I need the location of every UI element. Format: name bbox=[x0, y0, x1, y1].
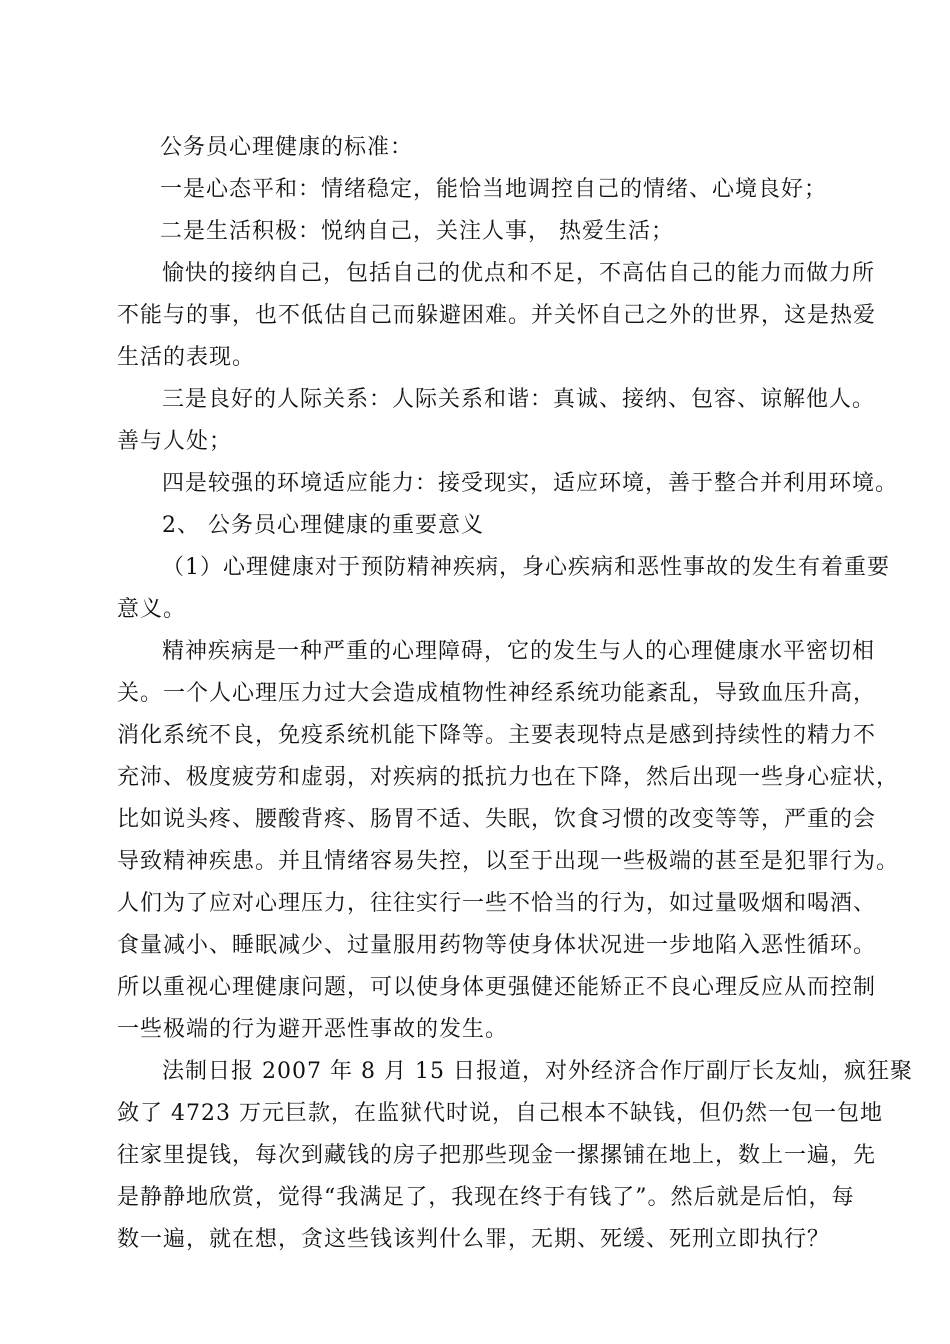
paragraph-line: 所以重视心理健康问题，可以使身体更强健还能矫正不良心理反应从而控制 bbox=[117, 975, 877, 1000]
standard-item-3-cont: 善与人处； bbox=[117, 429, 233, 454]
standard-item-2: 二是生活积极：悦纳自己，关注人事， 热爱生活； bbox=[160, 219, 674, 244]
paragraph-line: 消化系统不良，免疫系统机能下降等。主要表现特点是感到持续性的精力不 bbox=[117, 723, 877, 748]
paragraph-line: 法制日报 2007 年 8 月 15 日报道，对外经济合作厅副厅长友灿，疯狂聚 bbox=[162, 1059, 913, 1084]
paragraph-line: 敛了 4723 万元巨款，在监狱代时说，自己根本不缺钱，但仍然一包一包地 bbox=[117, 1101, 883, 1126]
standard-item-1: 一是心态平和：情绪稳定，能恰当地调控自己的情绪、心境良好； bbox=[160, 177, 828, 202]
section-heading-2: 2、 公务员心理健康的重要意义 bbox=[162, 513, 484, 538]
paragraph-line: 导致精神疾患。并且情绪容易失控，以至于出现一些极端的甚至是犯罪行为。 bbox=[117, 849, 900, 874]
paragraph-line: 生活的表现。 bbox=[117, 345, 256, 370]
standard-item-3: 三是良好的人际关系：人际关系和谐：真诚、接纳、包容、谅解他人。 bbox=[162, 387, 876, 412]
paragraph-line: 一些极端的行为避开恶性事故的发生。 bbox=[117, 1017, 509, 1042]
heading-standards: 公务员心理健康的标准： bbox=[160, 135, 414, 160]
paragraph-line: 比如说头疼、腰酸背疼、肠胃不适、失眠，饮食习惯的改变等等，严重的会 bbox=[117, 807, 877, 832]
paragraph-line: 充沛、极度疲劳和虚弱，对疾病的抵抗力也在下降，然后出现一些身心症状， bbox=[117, 765, 900, 790]
paragraph-line: 精神疾病是一种严重的心理障碍，它的发生与人的心理健康水平密切相 bbox=[162, 639, 876, 664]
paragraph-line: 食量减小、睡眠减少、过量服用药物等使身体状况进一步地陷入恶性循环。 bbox=[117, 933, 877, 958]
paragraph-line: 关。一个人心理压力过大会造成植物性神经系统功能紊乱，导致血压升高， bbox=[117, 681, 877, 706]
subsection-1: （1）心理健康对于预防精神疾病，身心疾病和恶性事故的发生有着重要 bbox=[162, 555, 890, 580]
paragraph-line: 是静静地欣赏，觉得“我满足了，我现在终于有钱了”。然后就是后怕，每 bbox=[117, 1185, 855, 1210]
paragraph-line: 往家里提钱，每次到藏钱的房子把那些现金一摞摞铺在地上，数上一遍，先 bbox=[117, 1143, 877, 1168]
standard-item-4: 四是较强的环境适应能力：接受现实，适应环境，善于整合并利用环境。 bbox=[162, 471, 899, 496]
paragraph-line: 人们为了应对心理压力，往往实行一些不恰当的行为，如过量吸烟和喝酒、 bbox=[117, 891, 877, 916]
paragraph-line: 愉快的接纳自己，包括自己的优点和不足，不高估自己的能力而做力所 bbox=[162, 261, 876, 286]
subsection-1-cont: 意义。 bbox=[117, 597, 187, 622]
paragraph-line: 不能与的事，也不低估自己而躲避困难。并关怀自己之外的世界，这是热爱 bbox=[117, 303, 877, 328]
paragraph-line: 数一遍，就在想，贪这些钱该判什么罪，无期、死缓、死刑立即执行？ bbox=[117, 1227, 831, 1252]
